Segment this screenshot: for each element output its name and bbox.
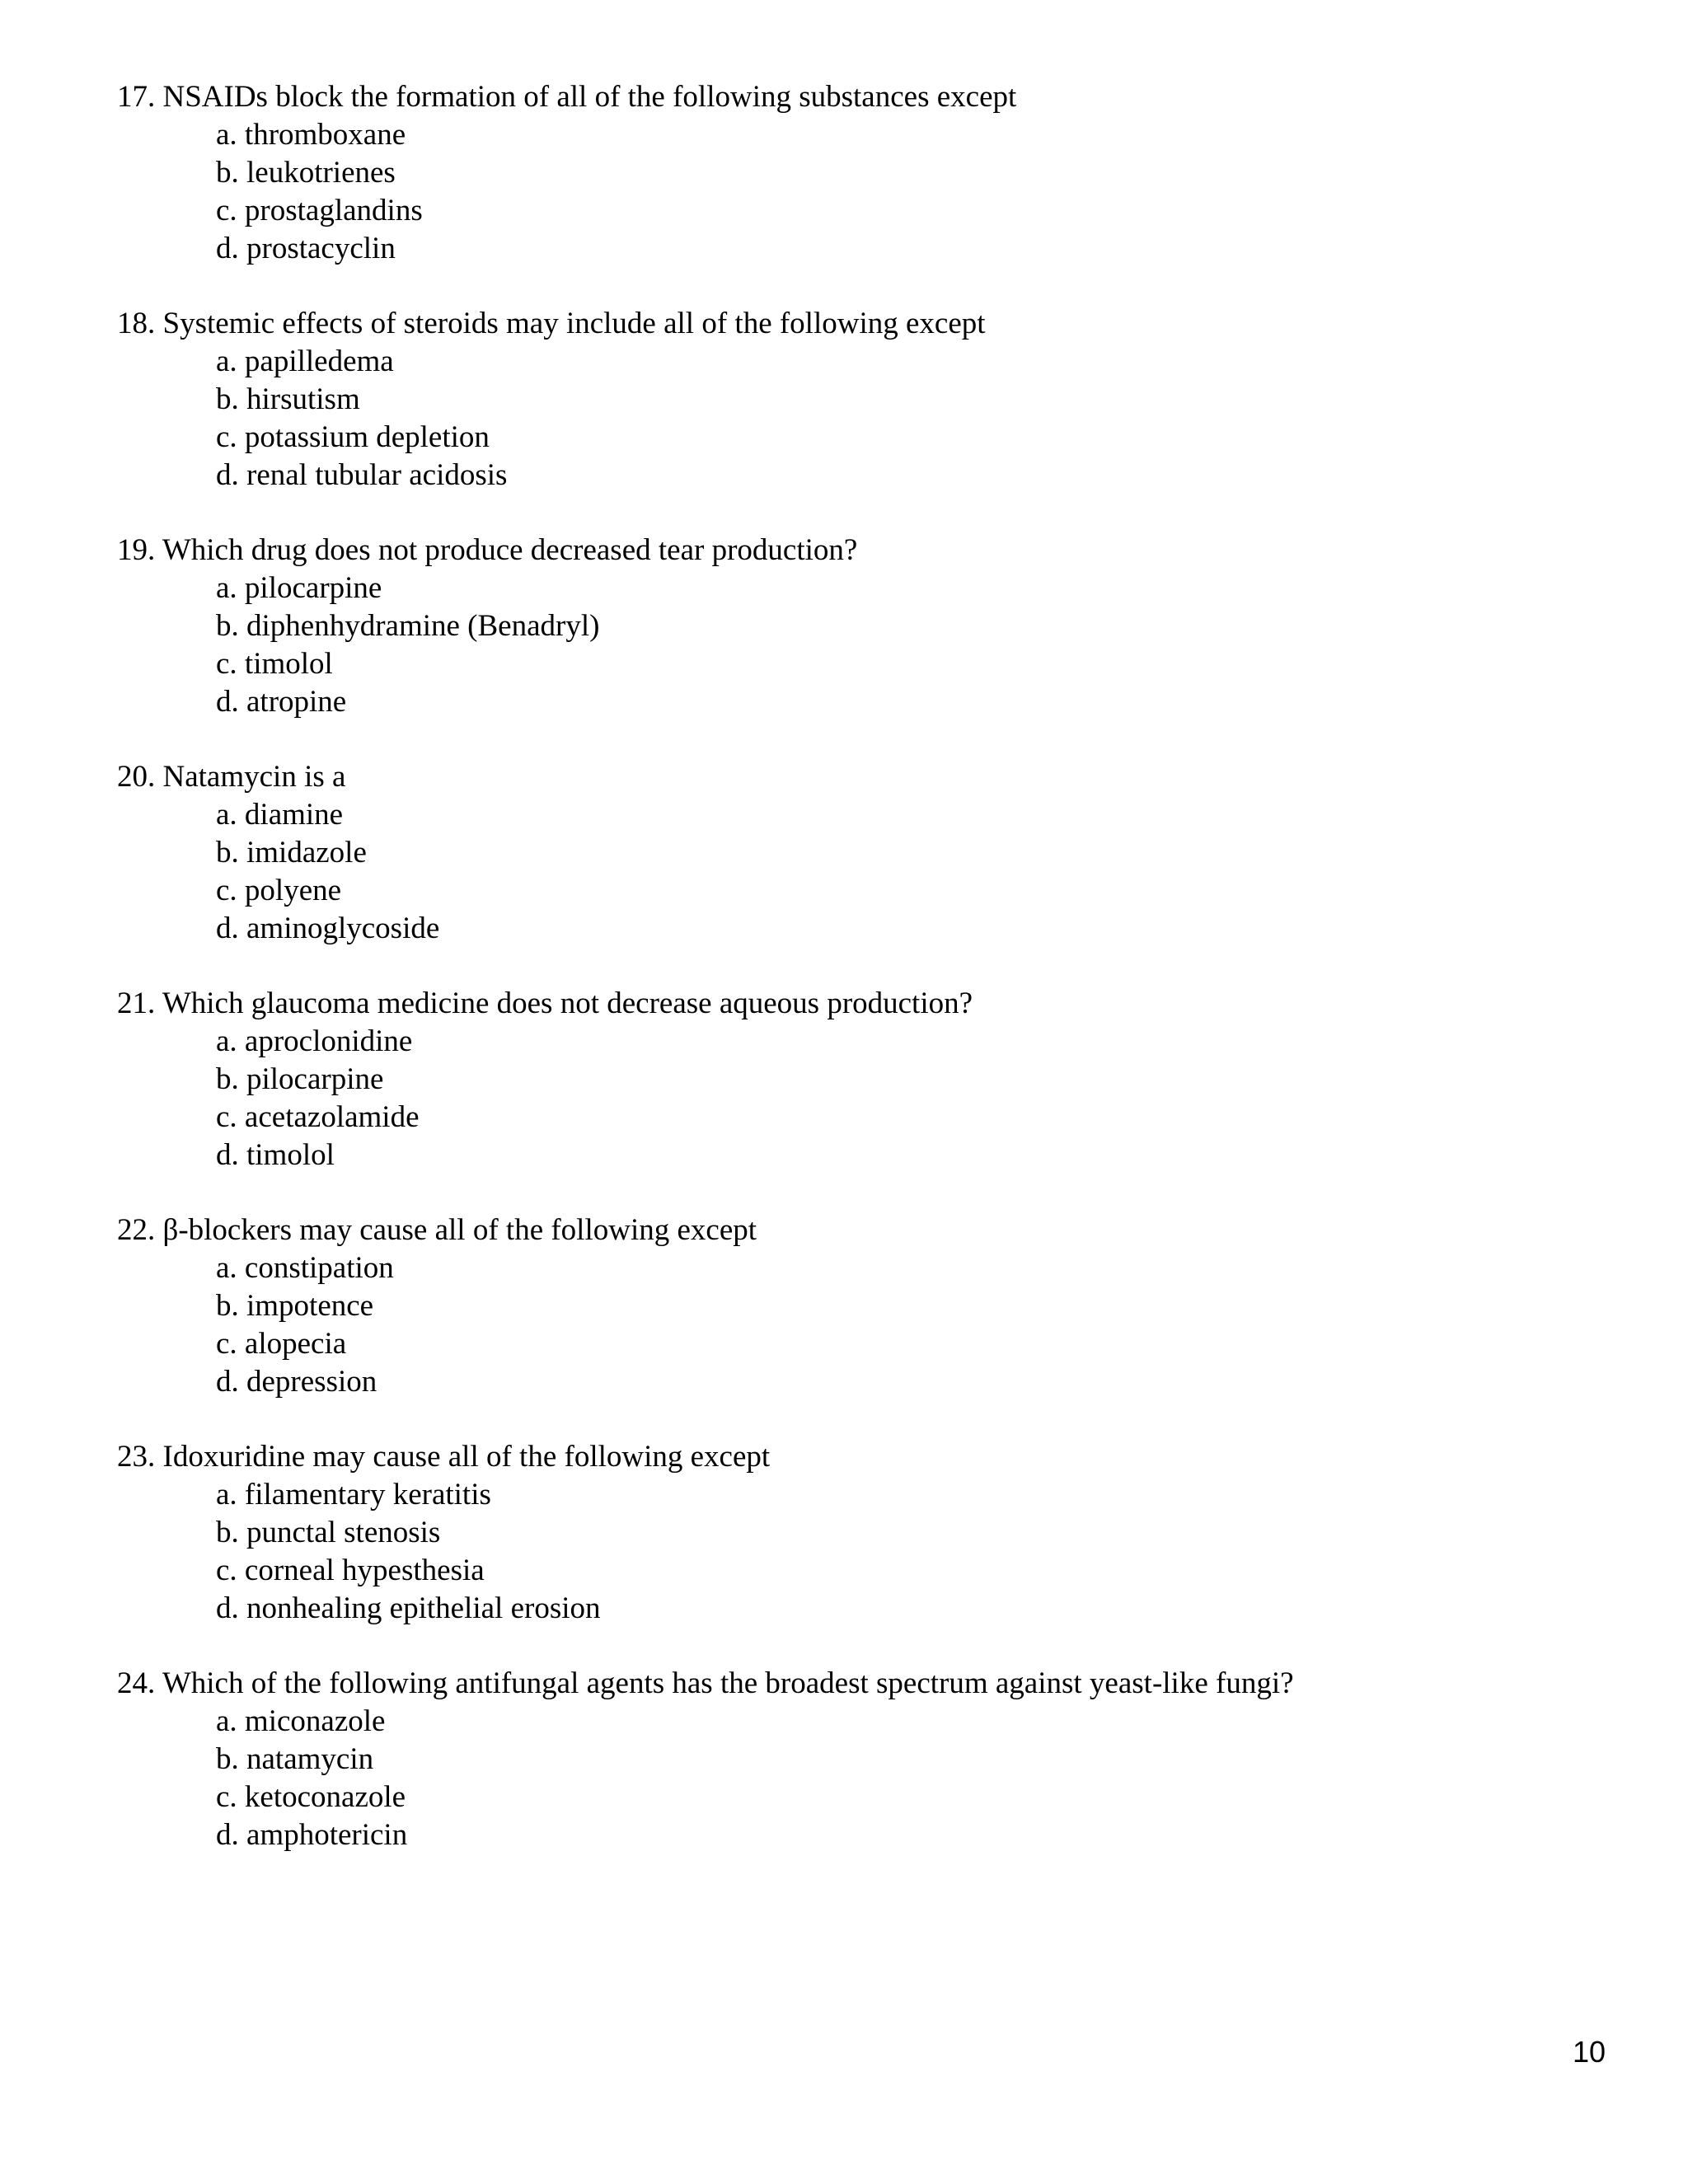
question-21 xyxy=(117,985,1601,1174)
answer-option: d. atropine xyxy=(216,685,347,719)
question-stem: 19. Which drug does not produce decreased tear production? xyxy=(117,533,858,567)
answer-option: a. aproclonidine xyxy=(216,1024,413,1058)
answer-option: d. aminoglycoside xyxy=(216,912,440,945)
answer-option: c. potassium depletion xyxy=(216,420,490,454)
answer-option: b. diphenhydramine (Benadryl) xyxy=(216,609,600,643)
question-19 xyxy=(117,532,1601,721)
question-stem: 20. Natamycin is a xyxy=(117,760,346,794)
answer-option: b. natamycin xyxy=(216,1742,374,1776)
question-18 xyxy=(117,305,1601,494)
answer-options xyxy=(117,1249,1601,1401)
answer-option: b. imidazole xyxy=(216,836,367,869)
question-stem: 17. NSAIDs block the formation of all of the following substances except xyxy=(117,80,1017,114)
answer-options xyxy=(117,343,1601,494)
answer-option: a. miconazole xyxy=(216,1704,386,1738)
question-17 xyxy=(117,78,1601,268)
answer-option: b. leukotrienes xyxy=(216,156,396,190)
answer-option: c. prostaglandins xyxy=(216,194,423,227)
answer-options xyxy=(117,1023,1601,1174)
answer-option: d. nonhealing epithelial erosion xyxy=(216,1591,601,1625)
question-24 xyxy=(117,1665,1601,1854)
answer-option: b. hirsutism xyxy=(216,382,360,416)
question-stem: 21. Which glaucoma medicine does not decrease aqueous production? xyxy=(117,987,973,1020)
question-list xyxy=(117,78,1601,1891)
question-23 xyxy=(117,1438,1601,1628)
answer-option: d. renal tubular acidosis xyxy=(216,458,508,492)
answer-option: d. amphotericin xyxy=(216,1818,408,1852)
answer-options xyxy=(117,569,1601,721)
question-stem: 23. Idoxuridine may cause all of the following except xyxy=(117,1440,771,1474)
question-22 xyxy=(117,1212,1601,1401)
answer-option: c. timolol xyxy=(216,647,333,681)
answer-option: b. impotence xyxy=(216,1289,374,1323)
answer-option: a. thromboxane xyxy=(216,118,406,152)
answer-option: b. punctal stenosis xyxy=(216,1516,441,1549)
question-stem: 22. β-blockers may cause all of the following except xyxy=(117,1213,757,1247)
answer-option: d. prostacyclin xyxy=(216,232,396,265)
answer-option: a. filamentary keratitis xyxy=(216,1478,491,1511)
page-number: 10 xyxy=(1572,2035,1606,2069)
answer-option: a. papilledema xyxy=(216,344,394,378)
answer-option: b. pilocarpine xyxy=(216,1062,384,1096)
answer-option: d. timolol xyxy=(216,1138,335,1172)
answer-options xyxy=(117,1703,1601,1854)
answer-option: d. depression xyxy=(216,1365,377,1399)
answer-options xyxy=(117,796,1601,948)
answer-option: c. polyene xyxy=(216,874,342,907)
question-stem: 18. Systemic effects of steroids may include all of the following except xyxy=(117,307,986,340)
answer-option: a. pilocarpine xyxy=(216,571,382,605)
answer-option: a. diamine xyxy=(216,798,344,832)
answer-option: c. ketoconazole xyxy=(216,1780,406,1814)
answer-options xyxy=(117,116,1601,268)
answer-option: a. constipation xyxy=(216,1251,394,1285)
question-20 xyxy=(117,758,1601,948)
answer-option: c. alopecia xyxy=(216,1327,347,1361)
question-stem: 24. Which of the following antifungal agents has the broadest spectrum against yeast-like fungi? xyxy=(117,1666,1294,1700)
answer-option: c. acetazolamide xyxy=(216,1100,420,1134)
answer-options xyxy=(117,1476,1601,1628)
answer-option: c. corneal hypesthesia xyxy=(216,1554,485,1587)
